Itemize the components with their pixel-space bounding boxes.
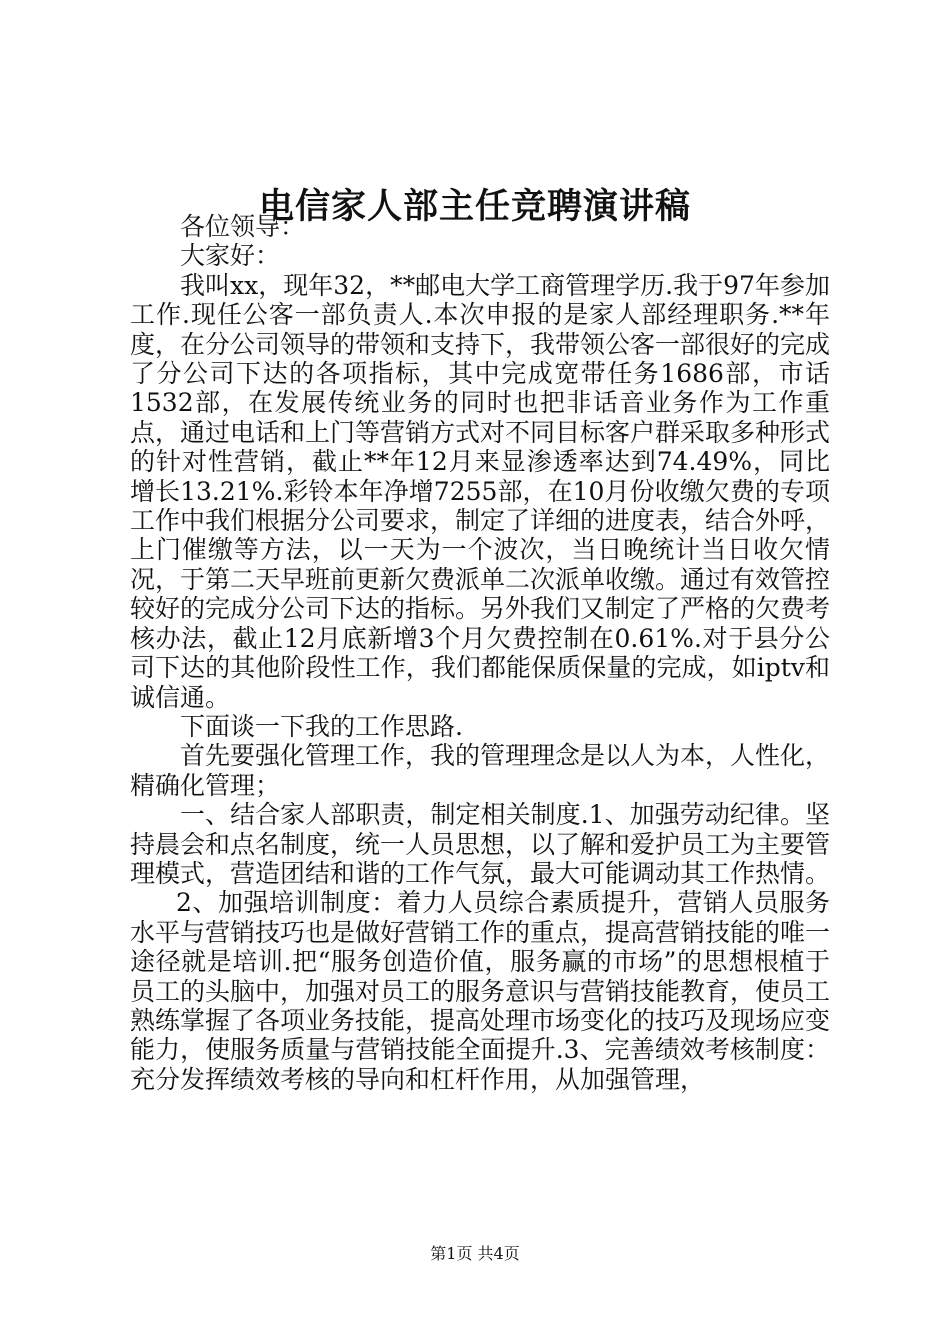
paragraph-training: 2、加强培训制度：着力人员综合素质提升，营销人员服务水平与营销技巧也是做好营销工作的重点，提高营销技能的唯一途径就是培训.把“服务创造价值，服务赢的市场”的思想根植于员工的头脑中，加强对员工的服务意识与营销技能教育，使员工熟练掌握了各项业务技能，提高处理市场变化的技巧及现场应变能力，使服务质量与营销技能全面提升.3、完善绩效考核制度：充分发挥绩效考核的导向和杠杆作用，从加强管理， — [130, 888, 831, 1094]
paragraph-management-concept: 首先要强化管理工作，我的管理理念是以人为本，人性化，精确化管理； — [130, 741, 831, 800]
paragraph-regulations: 一、结合家人部职责，制定相关制度.1、加强劳动纪律。坚持晨会和点名制度，统一人员思想，以了解和爱护员工为主要管理模式，营造团结和谐的工作气氛，最大可能调动其工作热情。 — [130, 800, 831, 888]
salutation-everyone: 大家好： — [180, 241, 281, 271]
paragraph-introduction: 我叫xx，现年32，**邮电大学工商管理学历.我于97年参加工作.现任公客一部负责人.本次申报的是家人部经理职务.**年度，在分公司领导的带领和支持下，我带领公客一部很好的完成了分公司下达的各项指标，其中完成宽带任务1686部，市话1532部，在发展传统业务的同时也把非话音业务作为工作重点，通过电话和上门等营销方式对不同目标客户群采取多种形式的针对性营销，截止**年12月来显渗透率达到74.49%，同比增长13.21%.彩铃本年净增7255部，在10月份收缴欠费的专项工作中我们根据分公司要求，制定了详细的进度表，结合外呼，上门催缴等方法，以一天为一个波次，当日晚统计当日收欠情况，于第二天早班前更新欠费派单二次派单收缴。通过有效管控较好的完成分公司下达的指标。另外我们又制定了严格的欠费考核办法，截止12月底新增3个月欠费控制在0.61%.对于县分公司下达的其他阶段性工作，我们都能保质保量的完成，如iptv和诚信通。 — [130, 270, 831, 712]
page-number-footer: 第1页 共4页 — [430, 1244, 520, 1263]
document-title: 电信家人部主任竞聘演讲稿 — [258, 186, 691, 227]
paragraph-work-ideas: 下面谈一下我的工作思路. — [180, 711, 463, 741]
document-body — [130, 212, 830, 1094]
salutation-leaders: 各位领导： — [180, 212, 306, 241]
